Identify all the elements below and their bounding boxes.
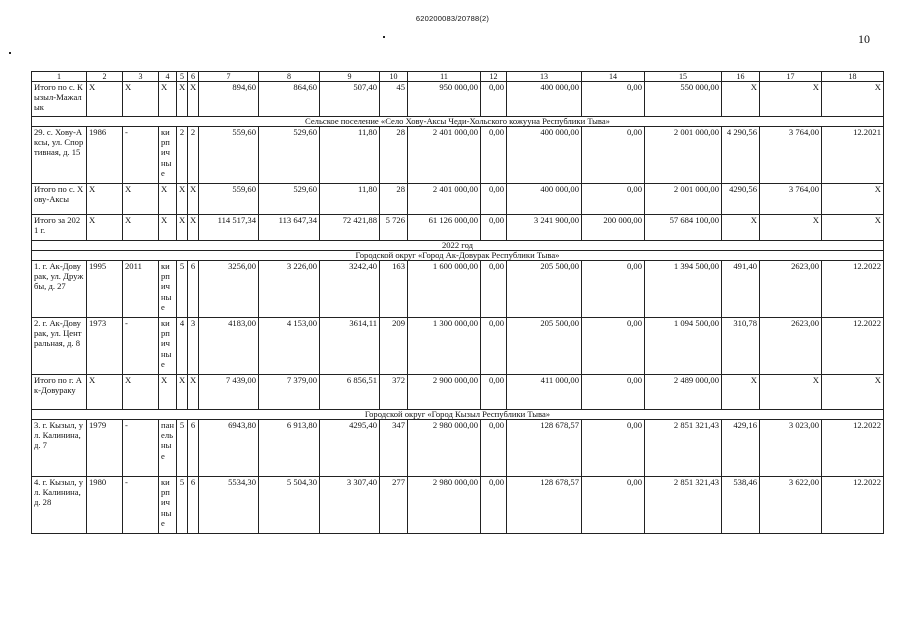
cell-deadline: Х xyxy=(822,215,884,241)
cell-entrances: Х xyxy=(188,215,199,241)
cell-municipal-share: 0,00 xyxy=(582,82,645,117)
cell-entrances: Х xyxy=(188,184,199,215)
cell-floors: 5 xyxy=(177,420,188,477)
cell-specific-cost: 538,46 xyxy=(722,477,760,534)
column-number-10: 10 xyxy=(380,72,408,82)
table-row xyxy=(32,375,884,410)
cell-year-built: 1986 xyxy=(87,127,123,184)
cell-floors: Х xyxy=(177,215,188,241)
cell-owner-share: 1 094 500,00 xyxy=(645,318,722,375)
cell-municipal-share: 0,00 xyxy=(582,127,645,184)
cell-total-area: 894,60 xyxy=(199,82,259,117)
cell-year-built: 1995 xyxy=(87,261,123,318)
cell-total-cost: 2 900 000,00 xyxy=(408,375,481,410)
cell-residents: 45 xyxy=(380,82,408,117)
cell-owner-share: 2 851 321,43 xyxy=(645,477,722,534)
column-number-9: 9 xyxy=(320,72,380,82)
cell-fund-share: 0,00 xyxy=(481,127,507,184)
cell-region-share: 400 000,00 xyxy=(507,82,582,117)
cell-deadline: 12.2021 xyxy=(822,127,884,184)
cell-wall-material: кирпичные xyxy=(159,477,177,534)
cell-max-specific-cost: Х xyxy=(760,375,822,410)
cell-total-area: 5534,30 xyxy=(199,477,259,534)
cell-living-area: 3614,11 xyxy=(320,318,380,375)
cell-address: 4. г. Кызыл, ул. Калинина, д. 28 xyxy=(32,477,87,534)
cell-specific-cost: 4 290,56 xyxy=(722,127,760,184)
cell-wall-material: Х xyxy=(159,375,177,410)
section-header-row xyxy=(32,251,884,261)
cell-owner-share: 1 394 500,00 xyxy=(645,261,722,318)
cell-address: Итого за 2021 г. xyxy=(32,215,87,241)
cell-deadline: Х xyxy=(822,375,884,410)
cell-area-premises: 3 226,00 xyxy=(259,261,320,318)
cell-year-renovated: Х xyxy=(123,215,159,241)
section-title: 2022 год xyxy=(32,241,884,251)
table-row xyxy=(32,261,884,318)
cell-municipal-share: 0,00 xyxy=(582,420,645,477)
cell-municipal-share: 200 000,00 xyxy=(582,215,645,241)
cell-total-area: 7 439,00 xyxy=(199,375,259,410)
cell-area-premises: 864,60 xyxy=(259,82,320,117)
cell-region-share: 400 000,00 xyxy=(507,184,582,215)
cell-floors: Х xyxy=(177,184,188,215)
cell-address: Итого по г. Ак-Довураку xyxy=(32,375,87,410)
column-number-17: 17 xyxy=(760,72,822,82)
cell-deadline: 12.2022 xyxy=(822,477,884,534)
column-number-12: 12 xyxy=(481,72,507,82)
cell-region-share: 3 241 900,00 xyxy=(507,215,582,241)
column-number-4: 4 xyxy=(159,72,177,82)
cell-living-area: 4295,40 xyxy=(320,420,380,477)
cell-total-cost: 2 980 000,00 xyxy=(408,420,481,477)
cell-year-renovated: - xyxy=(123,127,159,184)
cell-wall-material: Х xyxy=(159,215,177,241)
cell-year-renovated: Х xyxy=(123,82,159,117)
cell-living-area: 11,80 xyxy=(320,127,380,184)
cell-specific-cost: Х xyxy=(722,82,760,117)
cell-owner-share: 57 684 100,00 xyxy=(645,215,722,241)
cell-residents: 5 726 xyxy=(380,215,408,241)
column-number-16: 16 xyxy=(722,72,760,82)
table-row xyxy=(32,82,884,117)
cell-floors: 2 xyxy=(177,127,188,184)
cell-residents: 28 xyxy=(380,184,408,215)
cell-year-built: 1973 xyxy=(87,318,123,375)
cell-wall-material: кирпичные xyxy=(159,261,177,318)
cell-total-area: 6943,80 xyxy=(199,420,259,477)
cell-max-specific-cost: 3 764,00 xyxy=(760,127,822,184)
column-number-6: 6 xyxy=(188,72,199,82)
cell-living-area: 507,40 xyxy=(320,82,380,117)
cell-specific-cost: 4290,56 xyxy=(722,184,760,215)
cell-total-cost: 1 600 000,00 xyxy=(408,261,481,318)
section-title: Городской округ «Город Кызыл Республики Тыва» xyxy=(32,410,884,420)
cell-living-area: 3242,40 xyxy=(320,261,380,318)
cell-wall-material: кирпичные xyxy=(159,127,177,184)
cell-total-area: 3256,00 xyxy=(199,261,259,318)
cell-year-renovated: 2011 xyxy=(123,261,159,318)
cell-entrances: 6 xyxy=(188,420,199,477)
cell-living-area: 72 421,88 xyxy=(320,215,380,241)
cell-residents: 28 xyxy=(380,127,408,184)
cell-year-built: Х xyxy=(87,82,123,117)
cell-fund-share: 0,00 xyxy=(481,261,507,318)
cell-max-specific-cost: Х xyxy=(760,215,822,241)
column-number-11: 11 xyxy=(408,72,481,82)
cell-living-area: 11,80 xyxy=(320,184,380,215)
cell-floors: 4 xyxy=(177,318,188,375)
page-number: 10 xyxy=(858,32,870,46)
cell-region-share: 411 000,00 xyxy=(507,375,582,410)
cell-floors: Х xyxy=(177,82,188,117)
cell-year-renovated: Х xyxy=(123,375,159,410)
cell-address: 29. с. Хову-Аксы, ул. Спортивная, д. 15 xyxy=(32,127,87,184)
cell-total-cost: 2 401 000,00 xyxy=(408,127,481,184)
cell-year-built: 1980 xyxy=(87,477,123,534)
cell-total-cost: 2 401 000,00 xyxy=(408,184,481,215)
cell-total-cost: 950 000,00 xyxy=(408,82,481,117)
cell-total-area: 559,60 xyxy=(199,184,259,215)
cell-owner-share: 550 000,00 xyxy=(645,82,722,117)
cell-area-premises: 529,60 xyxy=(259,184,320,215)
column-number-18: 18 xyxy=(822,72,884,82)
cell-owner-share: 2 489 000,00 xyxy=(645,375,722,410)
cell-deadline: Х xyxy=(822,82,884,117)
cell-fund-share: 0,00 xyxy=(481,420,507,477)
document-id: 620200083/20788(2) xyxy=(415,14,490,23)
cell-specific-cost: Х xyxy=(722,375,760,410)
cell-max-specific-cost: 2623,00 xyxy=(760,261,822,318)
cell-municipal-share: 0,00 xyxy=(582,184,645,215)
scan-speck xyxy=(383,36,385,38)
column-number-1: 1 xyxy=(32,72,87,82)
cell-year-renovated: - xyxy=(123,477,159,534)
section-title: Сельское поселение «Село Хову-Аксы Чеди-Хольского кожууна Республики Тыва» xyxy=(32,117,884,127)
cell-owner-share: 2 001 000,00 xyxy=(645,127,722,184)
cell-address: Итого по с. Хову-Аксы xyxy=(32,184,87,215)
cell-entrances: 2 xyxy=(188,127,199,184)
cell-total-cost: 1 300 000,00 xyxy=(408,318,481,375)
cell-year-renovated: - xyxy=(123,420,159,477)
cell-region-share: 205 500,00 xyxy=(507,261,582,318)
cell-address: 2. г. Ак-Довурак, ул. Центральная, д. 8 xyxy=(32,318,87,375)
cell-wall-material: кирпичные xyxy=(159,318,177,375)
cell-total-area: 4183,00 xyxy=(199,318,259,375)
cell-fund-share: 0,00 xyxy=(481,184,507,215)
column-number-14: 14 xyxy=(582,72,645,82)
table-row xyxy=(32,184,884,215)
cell-region-share: 128 678,57 xyxy=(507,477,582,534)
cell-deadline: 12.2022 xyxy=(822,261,884,318)
cell-fund-share: 0,00 xyxy=(481,375,507,410)
column-number-15: 15 xyxy=(645,72,722,82)
cell-deadline: Х xyxy=(822,184,884,215)
cell-specific-cost: 491,40 xyxy=(722,261,760,318)
cell-year-renovated: - xyxy=(123,318,159,375)
cell-fund-share: 0,00 xyxy=(481,318,507,375)
cell-specific-cost: Х xyxy=(722,215,760,241)
cell-floors: 5 xyxy=(177,261,188,318)
column-number-3: 3 xyxy=(123,72,159,82)
cell-entrances: Х xyxy=(188,82,199,117)
column-number-7: 7 xyxy=(199,72,259,82)
section-header-row xyxy=(32,117,884,127)
cell-owner-share: 2 851 321,43 xyxy=(645,420,722,477)
cell-entrances: 3 xyxy=(188,318,199,375)
cell-area-premises: 6 913,80 xyxy=(259,420,320,477)
cell-total-cost: 2 980 000,00 xyxy=(408,477,481,534)
section-header-row xyxy=(32,410,884,420)
cell-address: Итого по с. Кызыл-Мажалык xyxy=(32,82,87,117)
cell-max-specific-cost: 3 764,00 xyxy=(760,184,822,215)
cell-entrances: 6 xyxy=(188,261,199,318)
cell-fund-share: 0,00 xyxy=(481,477,507,534)
cell-total-cost: 61 126 000,00 xyxy=(408,215,481,241)
cell-specific-cost: 429,16 xyxy=(722,420,760,477)
cell-municipal-share: 0,00 xyxy=(582,477,645,534)
cell-fund-share: 0,00 xyxy=(481,215,507,241)
table-row xyxy=(32,477,884,534)
table-row xyxy=(32,318,884,375)
cell-max-specific-cost: 3 023,00 xyxy=(760,420,822,477)
cell-address: 1. г. Ак-Довурак, ул. Дружбы, д. 27 xyxy=(32,261,87,318)
cell-year-built: Х xyxy=(87,215,123,241)
cell-year-built: 1979 xyxy=(87,420,123,477)
cell-year-built: Х xyxy=(87,184,123,215)
table-row xyxy=(32,127,884,184)
cell-owner-share: 2 001 000,00 xyxy=(645,184,722,215)
cell-floors: 5 xyxy=(177,477,188,534)
cell-year-renovated: Х xyxy=(123,184,159,215)
table-row xyxy=(32,215,884,241)
cell-residents: 209 xyxy=(380,318,408,375)
cell-municipal-share: 0,00 xyxy=(582,318,645,375)
cell-living-area: 6 856,51 xyxy=(320,375,380,410)
cell-residents: 372 xyxy=(380,375,408,410)
header-row xyxy=(32,72,884,82)
cell-total-area: 114 517,34 xyxy=(199,215,259,241)
column-number-5: 5 xyxy=(177,72,188,82)
cell-wall-material: панельные xyxy=(159,420,177,477)
cell-region-share: 400 000,00 xyxy=(507,127,582,184)
cell-region-share: 205 500,00 xyxy=(507,318,582,375)
cell-address: 3. г. Кызыл, ул. Калинина, д. 7 xyxy=(32,420,87,477)
cell-floors: Х xyxy=(177,375,188,410)
cell-max-specific-cost: 3 622,00 xyxy=(760,477,822,534)
cell-wall-material: Х xyxy=(159,184,177,215)
cell-area-premises: 113 647,34 xyxy=(259,215,320,241)
cell-max-specific-cost: Х xyxy=(760,82,822,117)
cell-area-premises: 7 379,00 xyxy=(259,375,320,410)
cell-municipal-share: 0,00 xyxy=(582,375,645,410)
cell-residents: 277 xyxy=(380,477,408,534)
cell-year-built: Х xyxy=(87,375,123,410)
cell-specific-cost: 310,78 xyxy=(722,318,760,375)
section-header-row xyxy=(32,241,884,251)
housing-program-table xyxy=(31,71,884,534)
cell-entrances: 6 xyxy=(188,477,199,534)
column-number-8: 8 xyxy=(259,72,320,82)
cell-area-premises: 5 504,30 xyxy=(259,477,320,534)
table-row xyxy=(32,420,884,477)
cell-max-specific-cost: 2623,00 xyxy=(760,318,822,375)
column-number-2: 2 xyxy=(87,72,123,82)
table-body xyxy=(32,72,884,534)
cell-municipal-share: 0,00 xyxy=(582,261,645,318)
cell-living-area: 3 307,40 xyxy=(320,477,380,534)
cell-entrances: Х xyxy=(188,375,199,410)
cell-wall-material: Х xyxy=(159,82,177,117)
cell-deadline: 12.2022 xyxy=(822,420,884,477)
cell-deadline: 12.2022 xyxy=(822,318,884,375)
scan-speck xyxy=(9,52,11,54)
column-number-13: 13 xyxy=(507,72,582,82)
cell-total-area: 559,60 xyxy=(199,127,259,184)
cell-region-share: 128 678,57 xyxy=(507,420,582,477)
section-title: Городской округ «Город Ак-Довурак Республики Тыва» xyxy=(32,251,884,261)
cell-residents: 163 xyxy=(380,261,408,318)
cell-fund-share: 0,00 xyxy=(481,82,507,117)
cell-residents: 347 xyxy=(380,420,408,477)
cell-area-premises: 529,60 xyxy=(259,127,320,184)
cell-area-premises: 4 153,00 xyxy=(259,318,320,375)
